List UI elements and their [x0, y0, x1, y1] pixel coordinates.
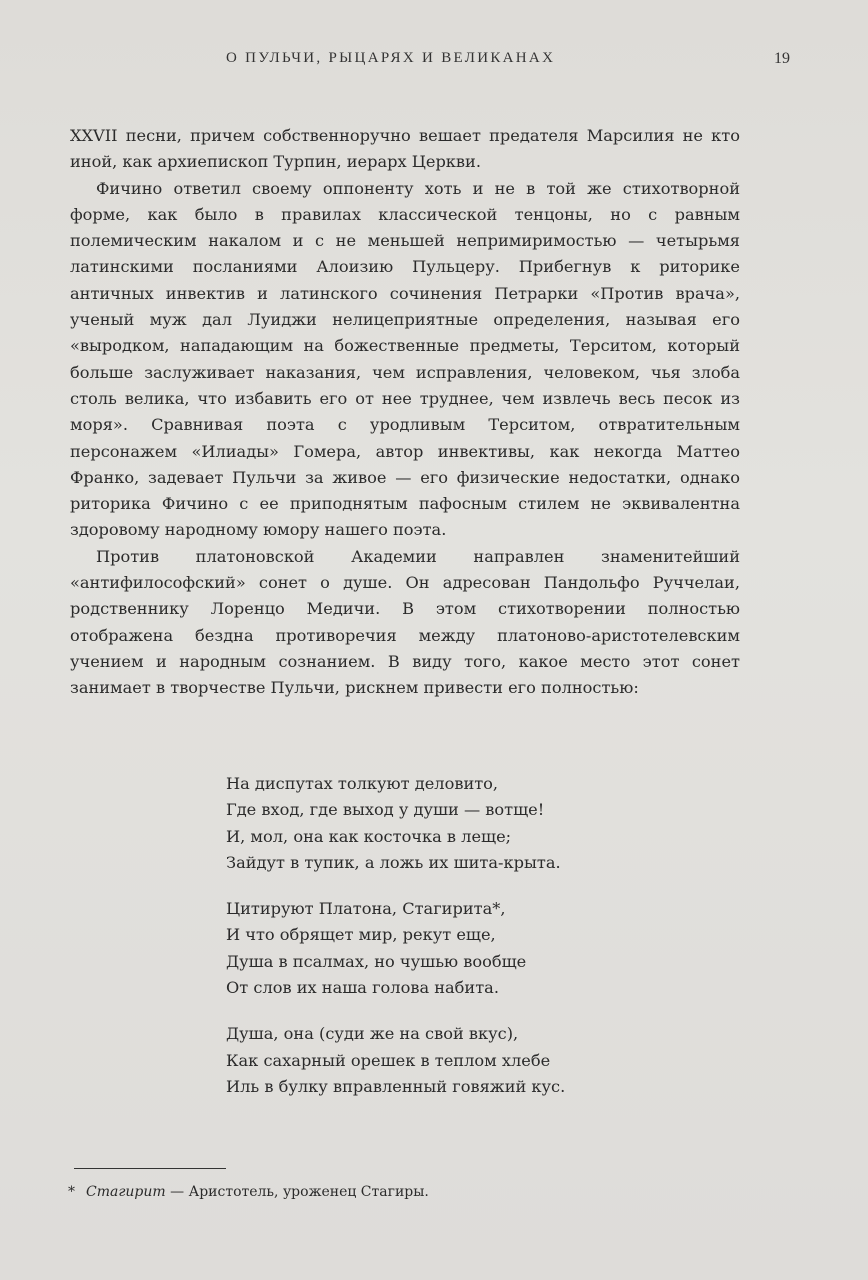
paragraph-ficino-reply: Фичино ответил своему оппоненту хоть и не в той же стихотворной форме, как было в правилах классической тенцоны, но с равным полемическим накалом и с не меньшей непримиримостью — четырьмя латинскими посланиями Алоизию Пульцеру. Прибегнув к риторике античных инвектив и латинского сочинения Петрарки «Против врача», ученый муж дал Луиджи нелицеприятные определения, называя его «выродком, нападающим на божественные предметы, Терситом, который больше заслуживает наказания, чем исправления, человеком, чья злоба столь велика, что избавить его от нее труднее, чем извлечь весь песок из моря». Сравнивая поэта с уродливым Терситом, отвратительным персонажем «Илиады» Гомера, автор инвективы, как некогда Маттео Франко, задевает Пульчи за живое — его физические недостатки, однако риторика Фичино с ее приподнятым пафосным стилем не эквивалентна здоровому народному юмору нашего поэта. [70, 178, 740, 540]
sonnet [226, 771, 565, 1120]
body-text [70, 123, 740, 702]
stanza [226, 1021, 565, 1100]
verse-line: И что обрящет мир, рекут еще, [226, 925, 496, 945]
verse-line: Цитируют Платона, Стагирита*, [226, 899, 506, 919]
verse-line: Где вход, где выход у души — вотще! [226, 800, 545, 820]
verse-line: Душа в псалмах, но чушью вообще [226, 951, 527, 971]
stanza [226, 896, 565, 1001]
verse-line: Как сахарный орешек в теплом хлебе [226, 1050, 551, 1070]
stanza [226, 771, 565, 876]
verse-line: И, мол, она как косточка в леще; [226, 826, 512, 846]
paragraph-continuation: XXVII песни, причем собственноручно вешает предателя Марсилия не кто иной, как архиепископ Турпин, иерарх Церкви. [70, 126, 740, 172]
verse-line: Зайдут в тупик, а ложь их шита-крыта. [226, 852, 561, 872]
footnote-divider [74, 1168, 226, 1169]
footnote-term: Стагирит [86, 1184, 166, 1200]
running-head [0, 50, 868, 72]
footnote [68, 1184, 429, 1200]
footnote-marker: * [68, 1184, 75, 1200]
running-title: О ПУЛЬЧИ, РЫЦАРЯХ И ВЕЛИКАНАХ [226, 50, 556, 66]
verse-line: От слов их наша голова набита. [226, 978, 499, 998]
paragraph-sonnet-intro: Против платоновской Академии направлен знаменитейший «антифилософский» сонет о душе. Он адресован Пандольфо Руччелаи, родственнику Лоренцо Медичи. В этом стихотворении полностью отображена бездна противоречия между платоново-аристотелевским учением и народным сознанием. В виду того, какое место этот сонет занимает в творчестве Пульчи, рискнем привести его полностью: [70, 546, 740, 698]
page-number: 19 [774, 50, 790, 67]
verse-line: На диспутах толкуют деловито, [226, 774, 499, 793]
verse-line: Иль в булку вправленный говяжий кус. [226, 1076, 566, 1096]
verse-line: Душа, она (суди же на свой вкус), [226, 1024, 519, 1044]
footnote-definition: — Аристотель, уроженец Стагиры. [165, 1184, 429, 1200]
